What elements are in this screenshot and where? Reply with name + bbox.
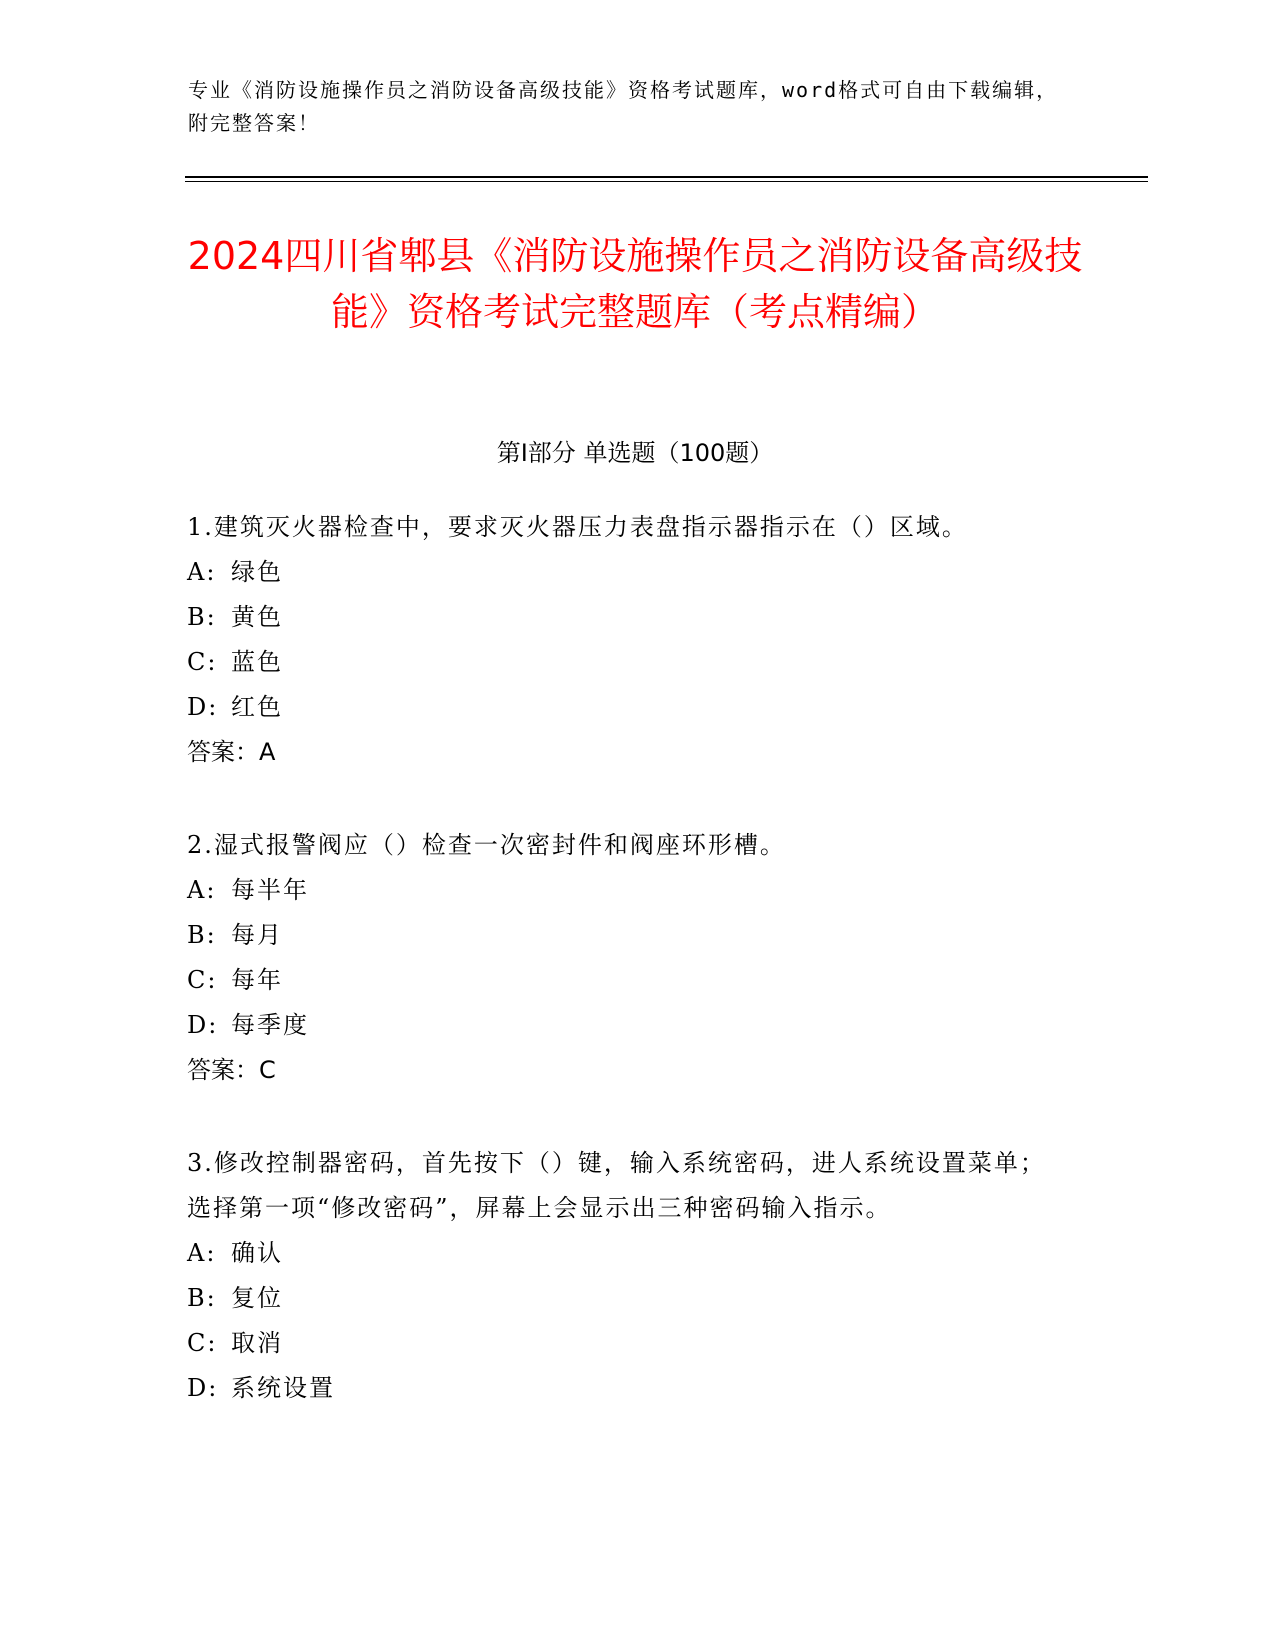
option-key: D: xyxy=(187,693,219,721)
option-d xyxy=(187,1366,1067,1411)
answer: 答案：A xyxy=(187,738,276,766)
option-key: C: xyxy=(187,966,218,994)
option-key: A: xyxy=(187,876,217,904)
document-title: 2024四川省郫县《消防设施操作员之消防设备高级技能》资格考试完整题库（考点精编） xyxy=(187,234,1083,334)
option-key: B: xyxy=(187,1284,217,1312)
option-text: 红色 xyxy=(231,693,283,721)
option-text: 每月 xyxy=(231,921,283,949)
option-text: 绿色 xyxy=(231,558,283,586)
option-text: 每半年 xyxy=(231,876,309,904)
option-text: 每季度 xyxy=(231,1011,309,1039)
option-d xyxy=(187,685,1067,730)
option-key: A: xyxy=(187,1239,217,1267)
option-b xyxy=(187,1276,1067,1321)
question-1 xyxy=(187,505,1067,775)
option-text: 确认 xyxy=(231,1239,283,1267)
option-b xyxy=(187,913,1067,958)
option-key: D: xyxy=(187,1374,219,1402)
option-c xyxy=(187,1321,1067,1366)
header-divider-thick xyxy=(185,176,1148,178)
question-stem: 1.建筑灭火器检查中，要求灭火器压力表盘指示器指示在（）区域。 xyxy=(187,513,968,541)
option-d xyxy=(187,1003,1067,1048)
option-a xyxy=(187,868,1067,913)
option-key: C: xyxy=(187,648,218,676)
header-divider-thin xyxy=(185,181,1148,182)
header-note: 专业《消防设施操作员之消防设备高级技能》资格考试题库，word格式可自由下载编辑，附完整答案！ xyxy=(188,78,1059,135)
option-text: 复位 xyxy=(231,1284,283,1312)
option-c xyxy=(187,640,1067,685)
option-b xyxy=(187,595,1067,640)
option-text: 系统设置 xyxy=(231,1374,335,1402)
question-stem: 2.湿式报警阀应（）检查一次密封件和阀座环形槽。 xyxy=(187,831,786,859)
option-key: D: xyxy=(187,1011,219,1039)
option-text: 蓝色 xyxy=(231,648,283,676)
option-a xyxy=(187,550,1067,595)
option-text: 每年 xyxy=(231,966,283,994)
answer: 答案：C xyxy=(187,1056,276,1084)
question-3 xyxy=(187,1141,1067,1411)
option-text: 黄色 xyxy=(231,603,283,631)
question-2 xyxy=(187,823,1067,1093)
option-c xyxy=(187,958,1067,1003)
option-text: 取消 xyxy=(231,1329,283,1357)
option-key: B: xyxy=(187,921,217,949)
option-key: B: xyxy=(187,603,217,631)
section-title: 第I部分 单选题（100题） xyxy=(496,439,774,467)
question-stem: 3.修改控制器密码，首先按下（）键，输入系统密码，进人系统设置菜单；选择第一项“修改密码”，屏幕上会显示出三种密码输入指示。 xyxy=(187,1149,1046,1222)
option-key: C: xyxy=(187,1329,218,1357)
option-a xyxy=(187,1231,1067,1276)
option-key: A: xyxy=(187,558,217,586)
